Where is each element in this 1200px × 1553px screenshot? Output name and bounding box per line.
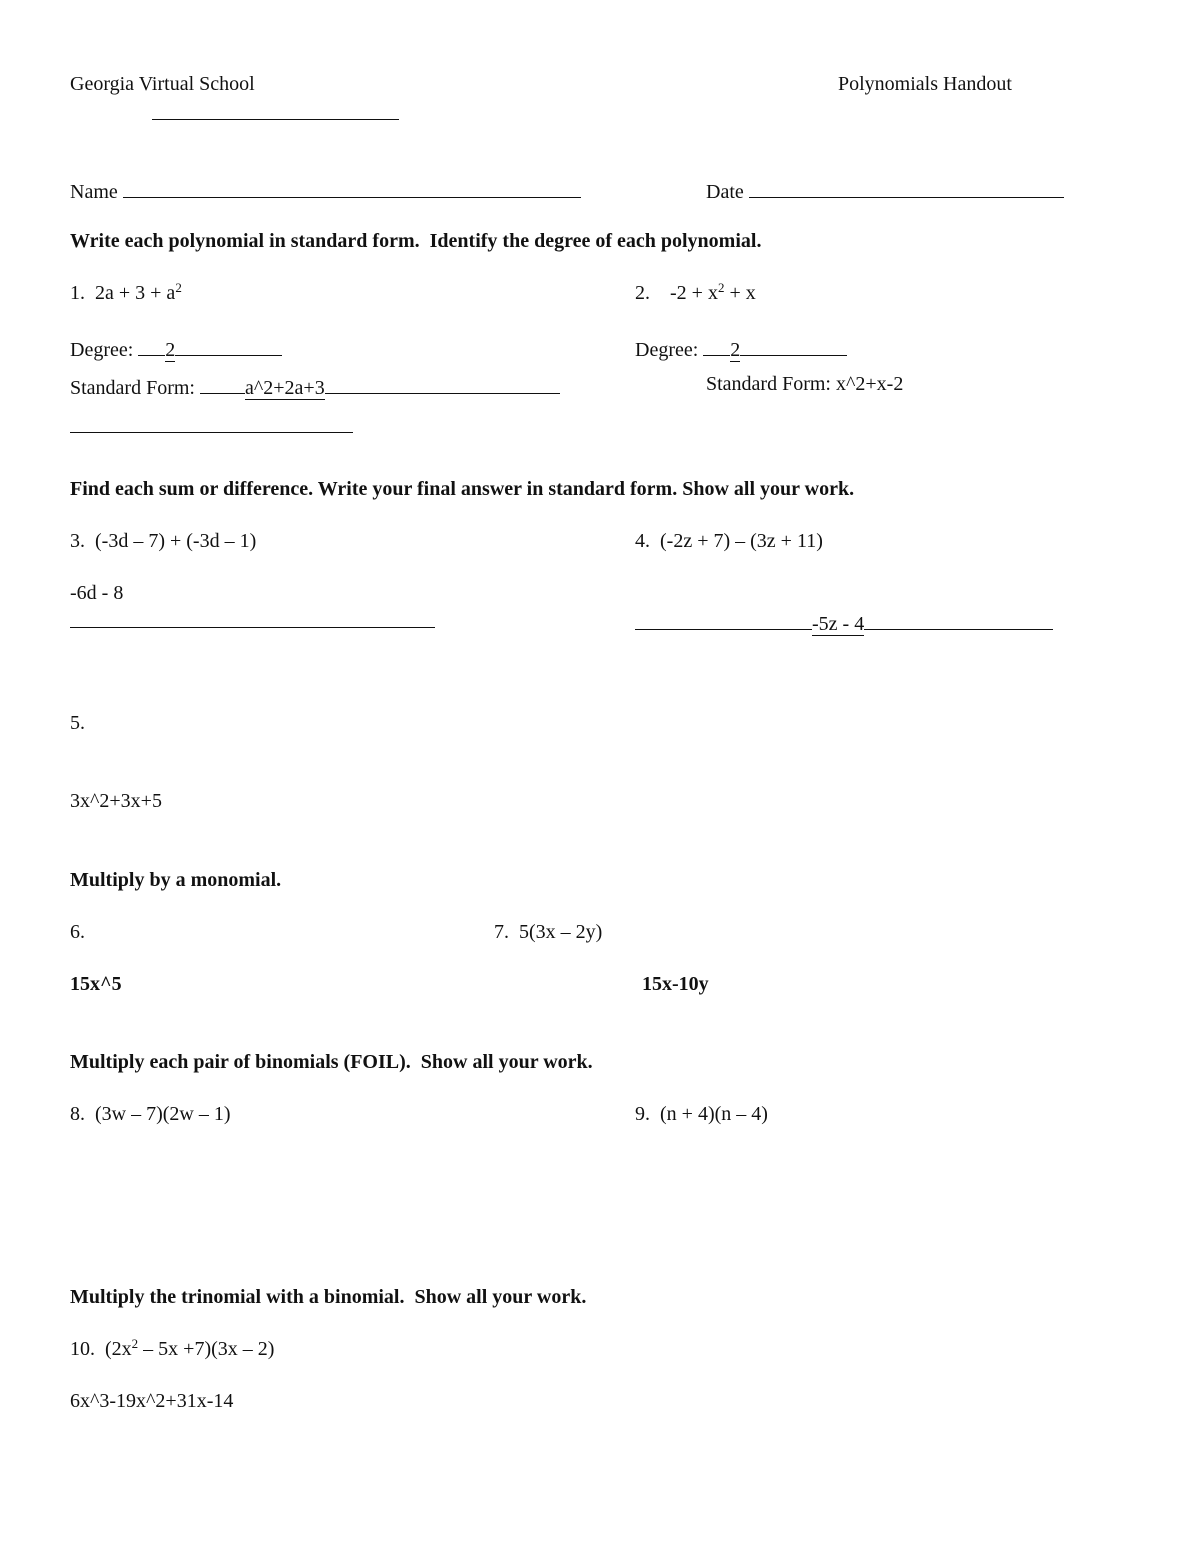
date-field[interactable] [706,178,1064,202]
problem-1-standard-form [70,374,560,398]
problem-10-exponent: 2 [131,1335,139,1351]
name-label: Name [70,181,118,203]
answer-line [70,432,353,433]
problem-5-number: 5. [70,712,85,734]
problem-2-number: 2. [635,282,650,304]
problem-1 [70,279,182,304]
problem-7-answer: 15x-10y [642,973,709,995]
problem-5-answer: 3x^2+3x+5 [70,790,162,812]
problem-7 [494,922,602,942]
problem-1-standard-value: a^2+2a+3 [245,377,325,399]
date-label: Date [706,181,744,203]
section1-heading: Write each polynomial in standard form. Identify the degree of each polynomial. [70,230,762,252]
problem-2 [635,279,756,304]
problem-4-answer-line [635,610,1053,634]
problem-4-answer: -5z - 4 [812,613,865,635]
problem-9-number: 9. [635,1103,650,1125]
problem-3-number: 3. [70,530,85,552]
problem-8-expr: (3w – 7)(2w – 1) [95,1103,231,1125]
problem-2-degree [635,336,847,360]
problem-3 [70,531,256,551]
problem-8 [70,1104,231,1124]
problem-10 [70,1335,275,1360]
problem-8-number: 8. [70,1103,85,1125]
problem-3-expr: (-3d – 7) + (-3d – 1) [95,530,257,552]
degree-label: Degree: [635,339,699,361]
problem-10-answer: 6x^3-19x^2+31x-14 [70,1390,234,1412]
problem-7-number: 7. [494,921,509,943]
standard-form-label: Standard Form: [706,373,831,395]
problem-4-number: 4. [635,530,650,552]
problem-2-expr-a: -2 + x [670,282,718,304]
problem-10-expr-b: – 5x +7)(3x – 2) [138,1338,275,1360]
problem-1-degree-value: 2 [165,339,176,361]
problem-4-expr: (-2z + 7) – (3z + 11) [660,530,823,552]
problem-9-expr: (n + 4)(n – 4) [660,1103,768,1125]
problem-2-standard-value: x^2+x-2 [836,373,904,395]
problem-2-degree-value: 2 [730,339,741,361]
name-field[interactable] [70,178,581,202]
standard-form-label: Standard Form: [70,377,195,399]
section4-heading: Multiply each pair of binomials (FOIL). Show all your work. [70,1051,593,1073]
problem-2-exponent: 2 [717,279,725,295]
section2-heading: Find each sum or difference. Write your final answer in standard form. Show all your work. [70,478,855,500]
problem-1-degree [70,336,282,360]
name-blank[interactable] [123,178,581,198]
section5-heading: Multiply the trinomial with a binomial. Show all your work. [70,1286,587,1308]
problem-1-exponent: 2 [175,279,182,295]
problem-10-number: 10. [70,1338,95,1360]
school-name: Georgia Virtual School [70,73,255,95]
problem-2-standard-form [706,374,903,394]
problem-3-answer: -6d - 8 [70,582,124,604]
problem-2-expr-b: + x [724,282,756,304]
date-blank[interactable] [749,178,1064,198]
degree-label: Degree: [70,339,134,361]
problem-4 [635,531,823,551]
problem-6-answer: 15x^5 [70,973,122,995]
problem-3-answer-line [70,627,435,628]
problem-10-expr-a: (2x [105,1338,132,1360]
problem-7-expr: 5(3x – 2y) [519,921,603,943]
problem-9 [635,1104,768,1124]
problem-1-number: 1. [70,282,85,304]
handout-title: Polynomials Handout [838,73,1012,95]
header-underline [152,119,399,120]
problem-6-number: 6. [70,921,85,943]
section3-heading: Multiply by a monomial. [70,869,282,891]
problem-1-expr: 2a + 3 + a [95,282,176,304]
